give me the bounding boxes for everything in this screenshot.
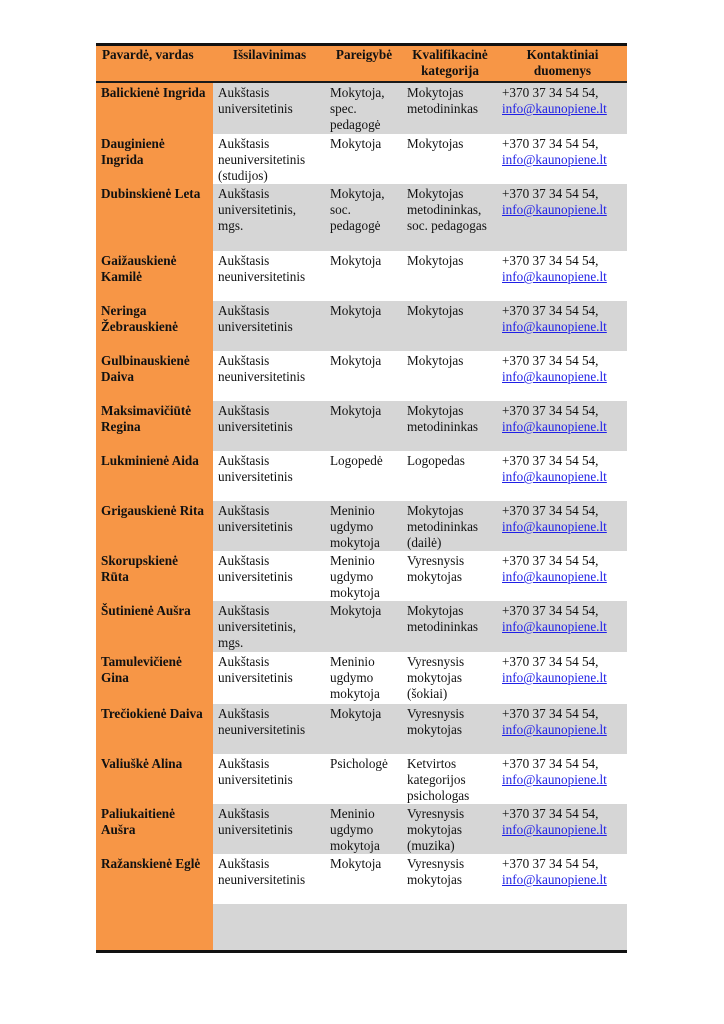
education-cell — [213, 251, 325, 301]
name-cell — [96, 251, 213, 301]
position-cell — [325, 804, 402, 854]
education-cell-text: Aukštasis universitetinis — [218, 403, 293, 435]
position-cell — [325, 501, 402, 551]
qualification-cell — [402, 551, 497, 601]
position-cell — [325, 601, 402, 652]
name-cell-text: Dauginienė Ingrida — [101, 136, 165, 168]
name-cell-text: Tamulevičienė Gina — [101, 654, 182, 686]
qualification-cell-text: Mokytojas metodininkas — [407, 403, 479, 435]
name-cell-text: Balickienė Ingrida — [101, 85, 206, 100]
contact-cell — [497, 134, 627, 184]
name-cell — [96, 854, 213, 904]
contact-cell — [497, 451, 627, 501]
header-qualification: Kvalifikacinė kategorija — [402, 46, 497, 81]
education-cell-text: Aukštasis universitetinis — [218, 806, 293, 838]
email-link[interactable]: info@kaunopiene.lt — [502, 469, 607, 485]
qualification-cell — [402, 451, 497, 501]
phone-text: +370 37 34 54 54, — [502, 453, 599, 468]
email-link[interactable]: info@kaunopiene.lt — [502, 369, 607, 385]
position-cell-text: Mokytoja — [330, 603, 382, 618]
qualification-cell-text: Vyresnysis mokytojas (šokiai) — [407, 654, 465, 702]
qualification-cell — [402, 184, 497, 251]
education-cell — [213, 501, 325, 551]
contact-cell — [497, 854, 627, 904]
education-cell — [213, 551, 325, 601]
education-cell-text: Aukštasis neuniversitetinis — [218, 353, 306, 385]
empty-cell — [325, 904, 402, 950]
contact-cell — [497, 551, 627, 601]
education-cell — [213, 301, 325, 351]
position-cell — [325, 134, 402, 184]
education-cell-text: Aukštasis neuniversitetinis — [218, 706, 306, 738]
contact-cell — [497, 301, 627, 351]
qualification-cell-text: Vyresnysis mokytojas — [407, 856, 465, 888]
position-cell-text: Meninio ugdymo mokytoja — [330, 503, 380, 551]
email-link[interactable]: info@kaunopiene.lt — [502, 519, 607, 535]
table-row — [96, 804, 627, 854]
email-link[interactable]: info@kaunopiene.lt — [502, 670, 607, 686]
name-cell-text: Trečiokienė Daiva — [101, 706, 203, 721]
position-cell — [325, 83, 402, 134]
education-cell — [213, 351, 325, 401]
table-row — [96, 251, 627, 301]
qualification-cell-text: Mokytojas — [407, 303, 464, 318]
email-link[interactable]: info@kaunopiene.lt — [502, 101, 607, 117]
email-link[interactable]: info@kaunopiene.lt — [502, 619, 607, 635]
phone-text: +370 37 34 54 54, — [502, 856, 599, 871]
email-link[interactable]: info@kaunopiene.lt — [502, 269, 607, 285]
empty-cell — [96, 904, 213, 950]
position-cell-text: Meninio ugdymo mokytoja — [330, 553, 380, 601]
phone-text: +370 37 34 54 54, — [502, 136, 599, 151]
qualification-cell-text: Mokytojas metodininkas — [407, 85, 479, 117]
phone-text: +370 37 34 54 54, — [502, 806, 599, 821]
position-cell-text: Mokytoja, soc. pedagogė — [330, 186, 385, 234]
name-cell — [96, 301, 213, 351]
phone-text: +370 37 34 54 54, — [502, 503, 599, 518]
position-cell — [325, 251, 402, 301]
qualification-cell-text: Mokytojas metodininkas (dailė) — [407, 503, 479, 551]
name-cell — [96, 704, 213, 754]
position-cell — [325, 854, 402, 904]
phone-text: +370 37 34 54 54, — [502, 756, 599, 771]
position-cell — [325, 704, 402, 754]
email-link[interactable]: info@kaunopiene.lt — [502, 722, 607, 738]
table-row — [96, 401, 627, 451]
contact-cell — [497, 351, 627, 401]
phone-text: +370 37 34 54 54, — [502, 553, 599, 568]
name-cell-text: Gaižauskienė Kamilė — [101, 253, 177, 285]
qualification-cell — [402, 652, 497, 704]
name-cell-text: Šutinienė Aušra — [101, 603, 191, 618]
header-name: Pavardė, vardas — [96, 46, 213, 81]
name-cell — [96, 83, 213, 134]
name-cell — [96, 134, 213, 184]
qualification-cell — [402, 351, 497, 401]
qualification-cell-text: Mokytojas — [407, 253, 464, 268]
position-cell — [325, 401, 402, 451]
position-cell-text: Mokytoja — [330, 353, 382, 368]
education-cell-text: Aukštasis neuniversitetinis (studijos) — [218, 136, 306, 184]
table-row — [96, 601, 627, 652]
qualification-cell-text: Mokytojas metodininkas — [407, 603, 479, 635]
email-link[interactable]: info@kaunopiene.lt — [502, 152, 607, 168]
phone-text: +370 37 34 54 54, — [502, 353, 599, 368]
contact-cell — [497, 401, 627, 451]
name-cell-text: Lukminienė Aida — [101, 453, 199, 468]
education-cell — [213, 704, 325, 754]
contact-cell — [497, 83, 627, 134]
phone-text: +370 37 34 54 54, — [502, 85, 599, 100]
position-cell-text: Mokytoja — [330, 303, 382, 318]
phone-text: +370 37 34 54 54, — [502, 603, 599, 618]
qualification-cell — [402, 83, 497, 134]
table-row — [96, 451, 627, 501]
phone-text: +370 37 34 54 54, — [502, 706, 599, 721]
name-cell-text: Skorupskienė Rūta — [101, 553, 178, 585]
education-cell-text: Aukštasis universitetinis — [218, 503, 293, 535]
position-cell — [325, 451, 402, 501]
qualification-cell-text: Logopedas — [407, 453, 465, 468]
phone-text: +370 37 34 54 54, — [502, 303, 599, 318]
qualification-cell — [402, 804, 497, 854]
email-link[interactable]: info@kaunopiene.lt — [502, 772, 607, 788]
education-cell — [213, 601, 325, 652]
email-link[interactable]: info@kaunopiene.lt — [502, 319, 607, 335]
table-header-row — [96, 46, 627, 83]
table-row — [96, 301, 627, 351]
education-cell-text: Aukštasis universitetinis — [218, 553, 293, 585]
position-cell-text: Meninio ugdymo mokytoja — [330, 806, 380, 854]
position-cell — [325, 301, 402, 351]
name-cell — [96, 501, 213, 551]
contact-cell — [497, 601, 627, 652]
name-cell-text: Maksimavičiūtė Regina — [101, 403, 192, 435]
contact-cell — [497, 704, 627, 754]
qualification-cell — [402, 704, 497, 754]
header-position: Pareigybė — [325, 46, 402, 81]
name-cell — [96, 754, 213, 804]
education-cell — [213, 804, 325, 854]
education-cell — [213, 451, 325, 501]
table-row — [96, 754, 627, 804]
qualification-cell — [402, 501, 497, 551]
qualification-cell-text: Mokytojas metodininkas, soc. pedagogas — [407, 186, 487, 234]
qualification-cell-text: Ketvirtos kategorijos psichologas — [407, 756, 470, 804]
email-link[interactable]: info@kaunopiene.lt — [502, 569, 607, 585]
phone-text: +370 37 34 54 54, — [502, 186, 599, 201]
position-cell — [325, 754, 402, 804]
education-cell-text: Aukštasis universitetinis, mgs. — [218, 186, 297, 234]
table-body — [96, 83, 627, 904]
position-cell-text: Mokytoja — [330, 253, 382, 268]
education-cell — [213, 184, 325, 251]
table-row — [96, 854, 627, 904]
email-link[interactable]: info@kaunopiene.lt — [502, 872, 607, 888]
position-cell-text: Mokytoja — [330, 856, 382, 871]
education-cell-text: Aukštasis universitetinis — [218, 453, 293, 485]
email-link[interactable]: info@kaunopiene.lt — [502, 822, 607, 838]
qualification-cell — [402, 401, 497, 451]
education-cell — [213, 83, 325, 134]
position-cell-text: Logopedė — [330, 453, 383, 468]
phone-text: +370 37 34 54 54, — [502, 253, 599, 268]
education-cell — [213, 854, 325, 904]
education-cell-text: Aukštasis universitetinis, mgs. — [218, 603, 297, 651]
name-cell — [96, 652, 213, 704]
name-cell — [96, 401, 213, 451]
position-cell — [325, 351, 402, 401]
empty-cell — [402, 904, 497, 950]
empty-cell — [213, 904, 325, 950]
contact-cell — [497, 754, 627, 804]
name-cell-text: Gulbinauskienė Daiva — [101, 353, 190, 385]
education-cell — [213, 652, 325, 704]
education-cell-text: Aukštasis neuniversitetinis — [218, 856, 306, 888]
phone-text: +370 37 34 54 54, — [502, 654, 599, 669]
qualification-cell — [402, 251, 497, 301]
name-cell-text: Paliukaitienė Aušra — [101, 806, 175, 838]
position-cell — [325, 184, 402, 251]
name-cell — [96, 804, 213, 854]
qualification-cell-text: Vyresnysis mokytojas (muzika) — [407, 806, 465, 854]
education-cell — [213, 401, 325, 451]
education-cell — [213, 134, 325, 184]
education-cell-text: Aukštasis neuniversitetinis — [218, 253, 306, 285]
contact-cell — [497, 652, 627, 704]
name-cell-text: Dubinskienė Leta — [101, 186, 201, 201]
table-row — [96, 704, 627, 754]
education-cell-text: Aukštasis universitetinis — [218, 303, 293, 335]
education-cell-text: Aukštasis universitetinis — [218, 654, 293, 686]
education-cell-text: Aukštasis universitetinis — [218, 756, 293, 788]
name-cell-text: Neringa Žebrauskienė — [101, 303, 178, 335]
name-cell-text: Valiuškė Alina — [101, 756, 183, 771]
contact-cell — [497, 501, 627, 551]
name-cell — [96, 451, 213, 501]
contact-cell — [497, 804, 627, 854]
education-cell — [213, 754, 325, 804]
header-contact: Kontaktiniai duomenys — [497, 46, 627, 81]
table-row — [96, 652, 627, 704]
qualification-cell-text: Vyresnysis mokytojas — [407, 553, 465, 585]
table-row — [96, 551, 627, 601]
table-row — [96, 83, 627, 134]
name-cell-text: Grigauskienė Rita — [101, 503, 204, 518]
table-row — [96, 184, 627, 251]
qualification-cell-text: Mokytojas — [407, 353, 464, 368]
staff-table — [96, 43, 627, 953]
position-cell-text: Meninio ugdymo mokytoja — [330, 654, 380, 702]
table-row — [96, 501, 627, 551]
contact-cell — [497, 251, 627, 301]
position-cell-text: Mokytoja — [330, 136, 382, 151]
name-cell — [96, 351, 213, 401]
position-cell-text: Mokytoja — [330, 403, 382, 418]
qualification-cell — [402, 854, 497, 904]
header-education: Išsilavinimas — [213, 46, 325, 81]
position-cell-text: Psichologė — [330, 756, 388, 771]
position-cell — [325, 652, 402, 704]
qualification-cell — [402, 601, 497, 652]
qualification-cell — [402, 754, 497, 804]
email-link[interactable]: info@kaunopiene.lt — [502, 419, 607, 435]
empty-cell — [497, 904, 627, 950]
contact-cell — [497, 184, 627, 251]
table-row-empty — [96, 904, 627, 950]
name-cell — [96, 551, 213, 601]
qualification-cell — [402, 134, 497, 184]
name-cell — [96, 184, 213, 251]
name-cell-text: Ražanskienė Eglė — [101, 856, 201, 871]
table-row — [96, 134, 627, 184]
qualification-cell-text: Mokytojas — [407, 136, 464, 151]
name-cell — [96, 601, 213, 652]
education-cell-text: Aukštasis universitetinis — [218, 85, 293, 117]
phone-text: +370 37 34 54 54, — [502, 403, 599, 418]
qualification-cell-text: Vyresnysis mokytojas — [407, 706, 465, 738]
position-cell — [325, 551, 402, 601]
table-row — [96, 351, 627, 401]
email-link[interactable]: info@kaunopiene.lt — [502, 202, 607, 218]
position-cell-text: Mokytoja — [330, 706, 382, 721]
position-cell-text: Mokytoja, spec. pedagogė — [330, 85, 385, 133]
qualification-cell — [402, 301, 497, 351]
